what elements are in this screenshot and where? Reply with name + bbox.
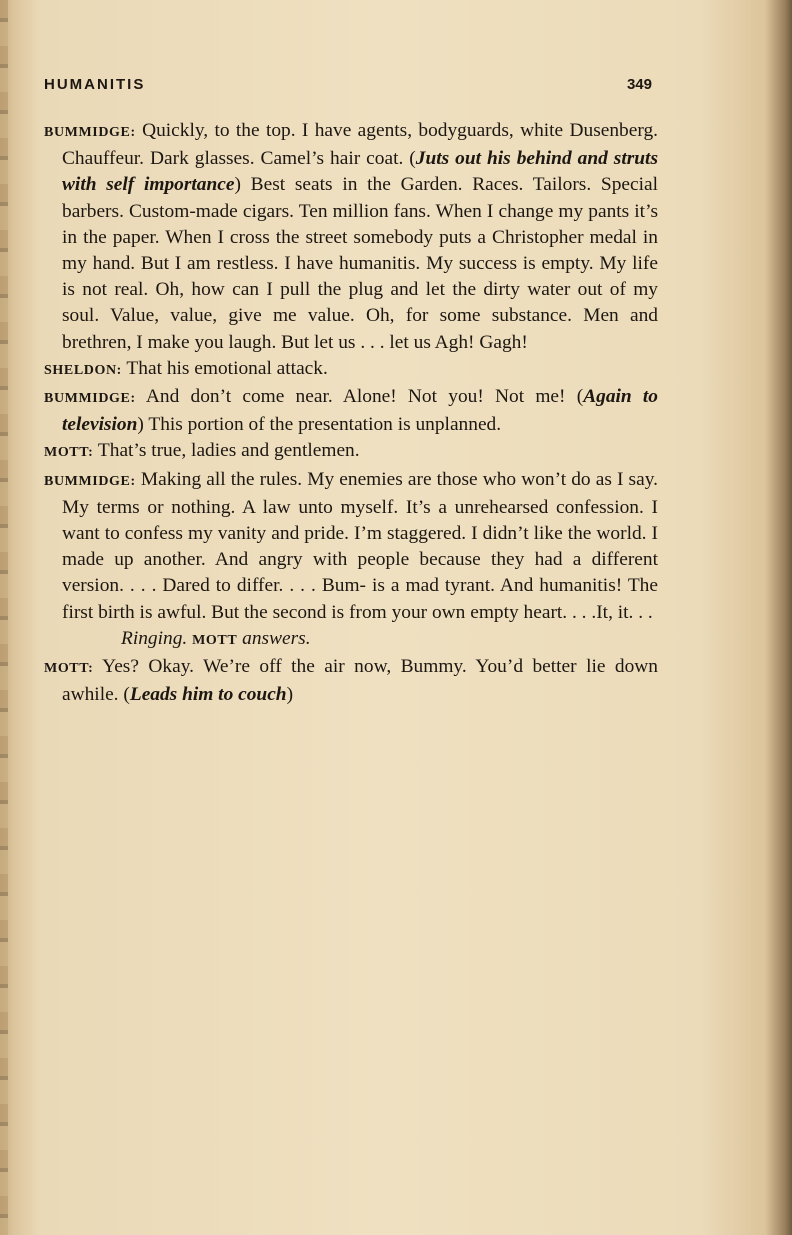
play-text — [44, 118, 658, 708]
speaker-name: MOTT: — [44, 445, 94, 461]
stage-direction: Leads him to couch — [129, 684, 287, 706]
speaker-name: BUMMIDGE: — [44, 473, 136, 489]
speaker-name: SHELDON: — [44, 362, 122, 378]
page-binding-edge — [0, 0, 8, 1235]
page-header — [44, 76, 652, 100]
dialogue-text: ) This portion of the presentation is unplanned. — [137, 414, 502, 436]
dialogue-paragraph — [44, 654, 658, 708]
stage-direction: Juts out his behind and struts with self importance — [62, 148, 658, 196]
speaker-name: BUMMIDGE: — [44, 125, 136, 140]
dialogue-paragraph — [44, 467, 658, 626]
stage-direction-text: Ringing. — [121, 627, 193, 649]
dialogue-text: That his emotional attack. — [121, 357, 328, 379]
speaker-name: MOTT: — [44, 661, 94, 677]
dialogue-text: Yes? Okay. We’re off the air now, Bummy. You’d better lie down awhile. ( — [62, 656, 658, 706]
stage-direction: Again to television — [62, 386, 658, 436]
dialogue-text: Making all the rules. My enemies are those who won’t do as I say. My terms or nothing. A law unto myself. It’s a unrehearsed confession. I want to confess my vanity and pride. I’m staggered. I didn’t like the world. I made up another. And angry with people because they had a different version. . . . Dared to differ. . . . Bum- is a mad tyrant. And humanitis! The first birth is awful. But the second is from your own empty heart. . . .It, it. . . — [62, 468, 658, 623]
dialogue-text: ) Best seats in the Garden. Races. Tailors. Special barbers. Custom-made cigars. Ten million fans. When I change my pants it’s in the paper. When I cross the street somebody puts a Christopher medal in my hand. But I am restless. I have humanitis. My success is empty. My life is not real. Oh, how can I pull the plug and let the dirty water out of my soul. Value, value, give me value. Oh, for some substance. Men and brethren, I make you laugh. But let us . . . let us Agh! Gagh! — [62, 174, 659, 353]
stage-direction-text: answers. — [237, 627, 311, 649]
running-head: HUMANITIS — [44, 76, 146, 93]
speaker-name: BUMMIDGE: — [44, 391, 136, 407]
dialogue-paragraph — [44, 438, 658, 466]
speaker-name: MOTT — [192, 632, 238, 648]
dialogue-text: ) — [286, 684, 294, 706]
stage-direction — [44, 626, 658, 654]
dialogue-paragraph — [44, 356, 658, 384]
dialogue-text: And don’t come near. Alone! Not you! Not me! ( — [135, 386, 584, 408]
dialogue-paragraph — [44, 118, 658, 356]
dialogue-paragraph — [44, 384, 658, 438]
dialogue-text: Quickly, to the top. I have agents, bodyguards, white Dusenberg. Chauffeur. Dark glasses. Camel’s hair coat. ( — [62, 120, 658, 170]
page-number: 349 — [626, 76, 652, 93]
dialogue-text: That’s true, ladies and gentlemen. — [93, 440, 360, 462]
